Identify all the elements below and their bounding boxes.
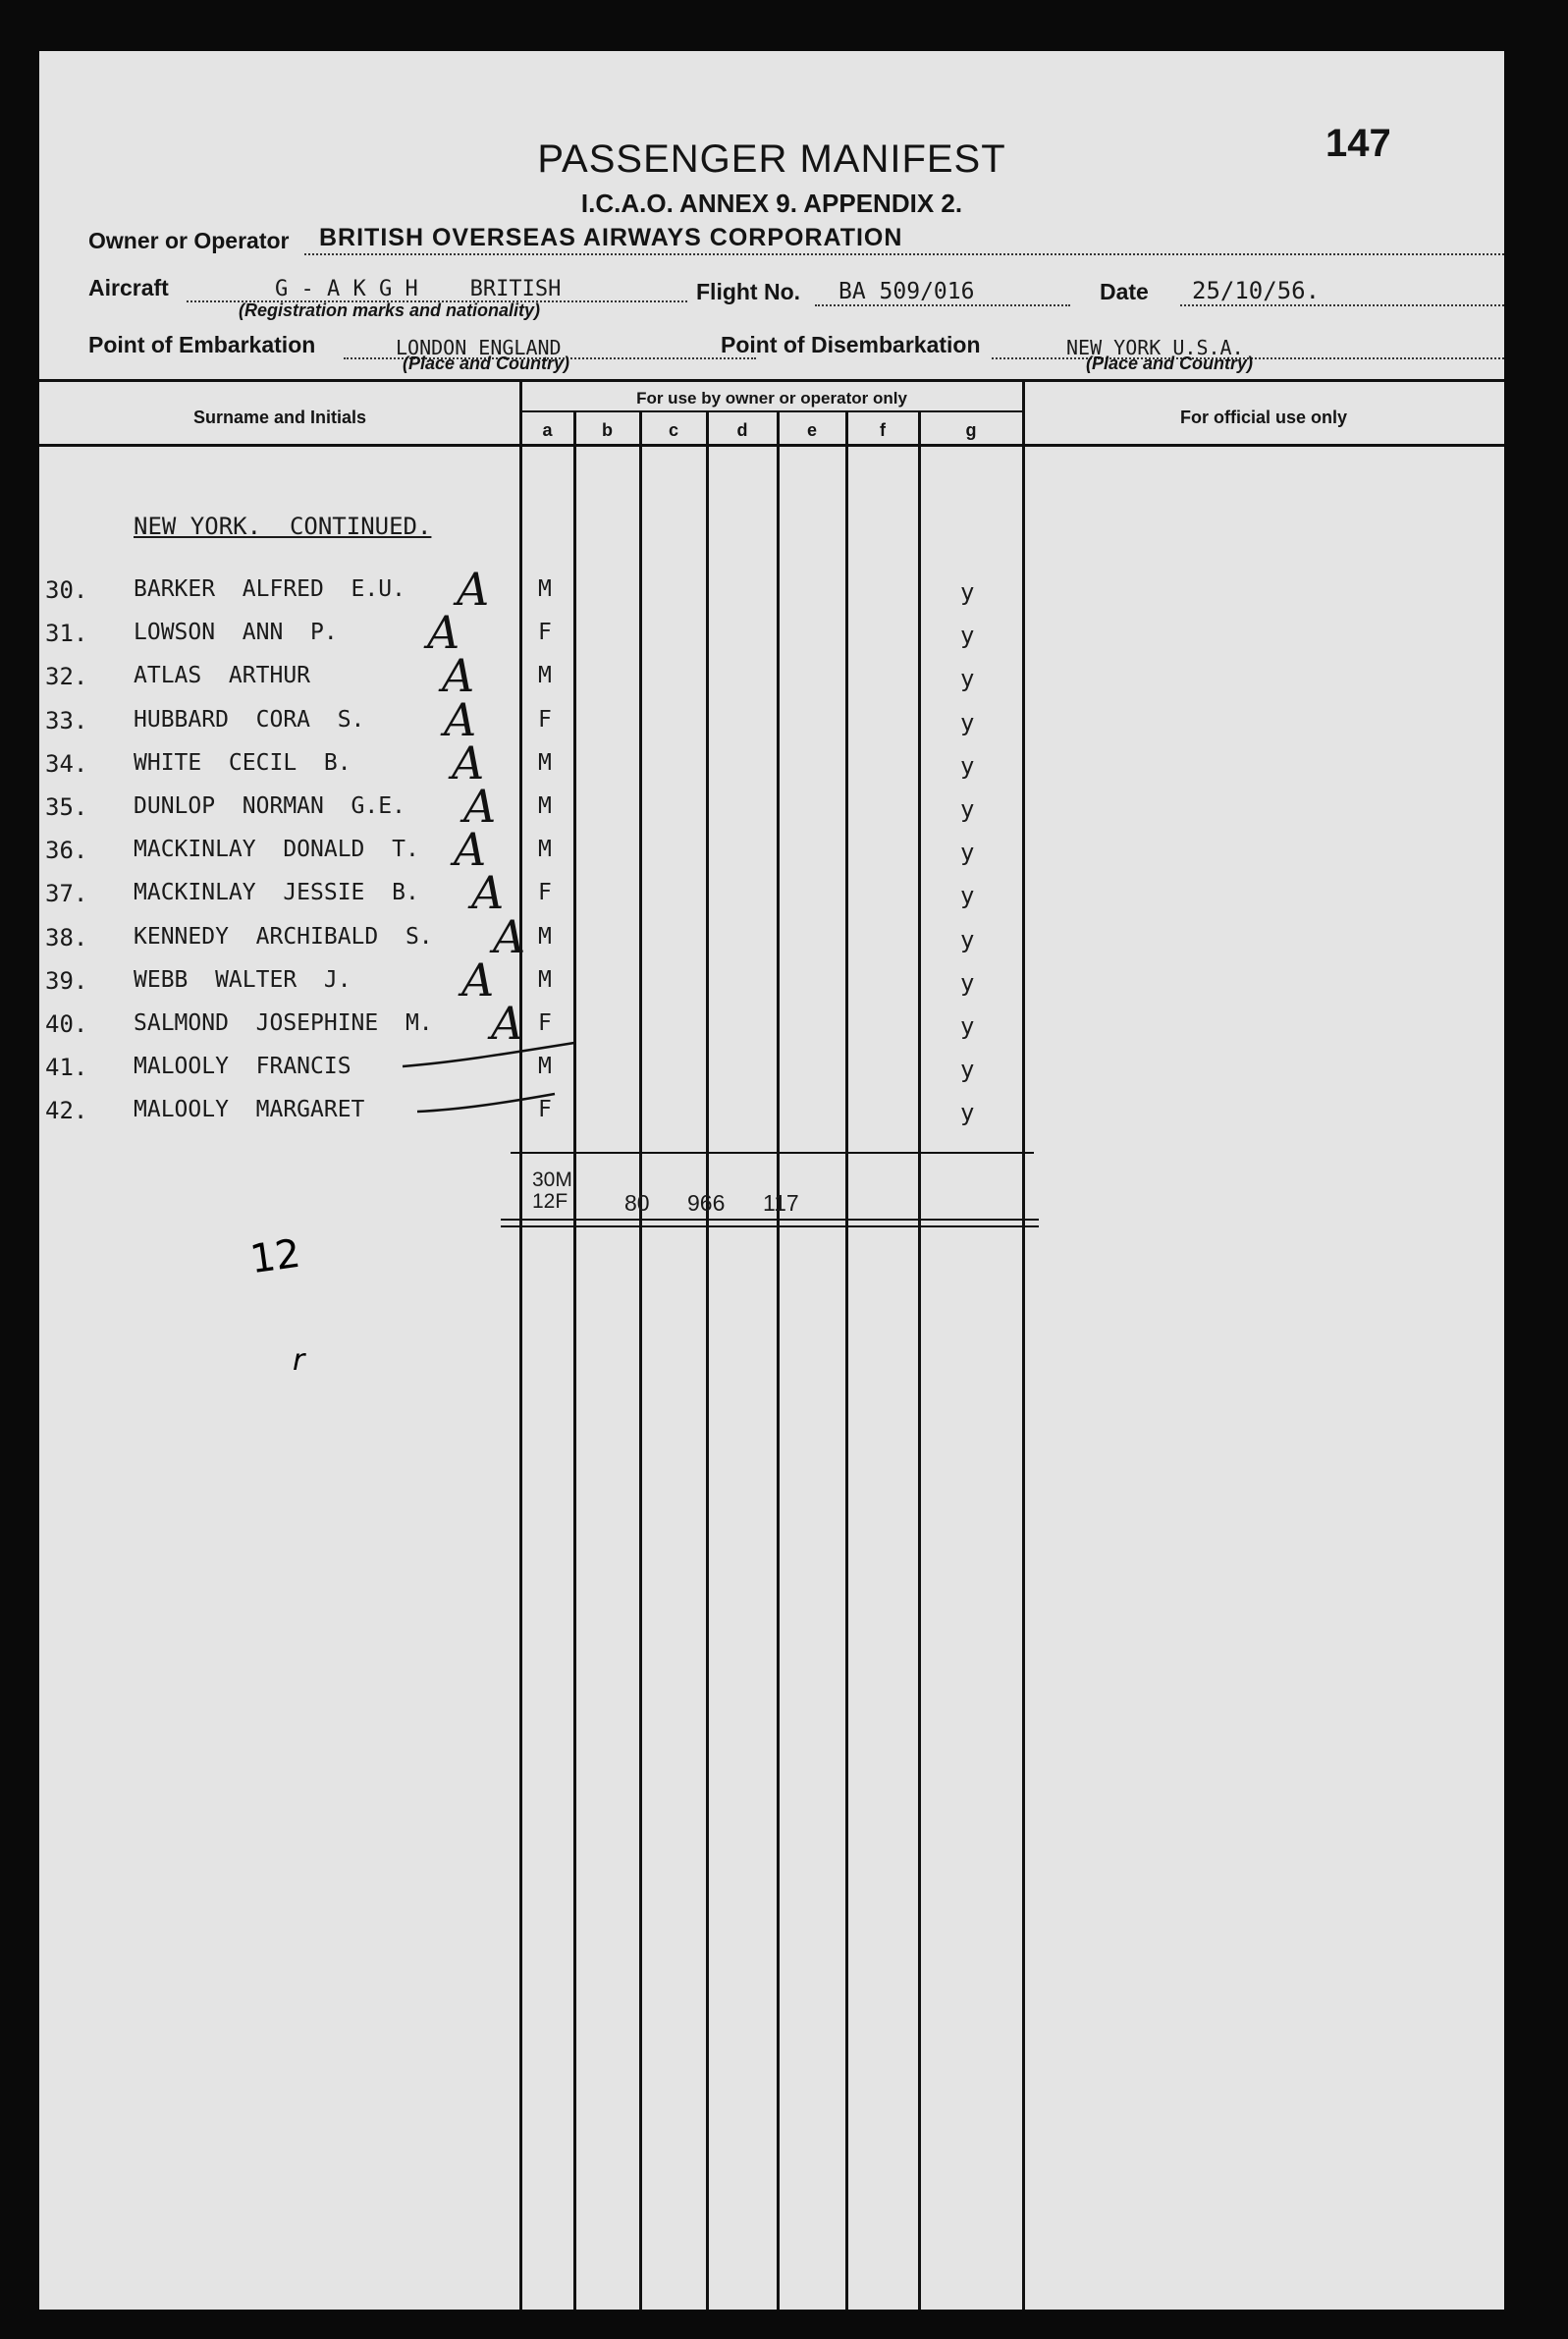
sex-code: M <box>538 923 552 950</box>
margin-note-2: r <box>293 1343 305 1378</box>
column-header-f: f <box>880 420 886 440</box>
row-number: 40. <box>45 1010 88 1038</box>
date-value: 25/10/56. <box>1192 277 1321 304</box>
column-header-g: g <box>965 420 977 440</box>
column-g-value: y <box>960 665 975 693</box>
manifest-sheet <box>39 51 1504 2310</box>
disembark-value: NEW YORK U.S.A. <box>1066 336 1244 359</box>
passenger-name: ATLAS ARTHUR <box>134 663 311 689</box>
handwritten-a-mark: A <box>491 997 524 1050</box>
column-g-value: y <box>960 882 975 910</box>
row-number: 30. <box>45 576 88 604</box>
handwritten-a-mark: A <box>442 649 475 703</box>
passenger-name: SALMOND JOSEPHINE M. <box>134 1010 433 1036</box>
handwritten-a-mark: A <box>444 692 477 746</box>
page-number: 147 <box>1325 122 1391 165</box>
page-subtitle: I.C.A.O. ANNEX 9. APPENDIX 2. <box>580 189 963 218</box>
passenger-name: MACKINLAY DONALD T. <box>134 837 419 863</box>
passenger-name: MALOOLY MARGARET <box>134 1097 365 1123</box>
page-title: PASSENGER MANIFEST <box>537 137 1006 181</box>
total-c: 966 <box>687 1190 726 1216</box>
sex-code: M <box>538 749 552 776</box>
disembark-note: (Place and Country) <box>1086 354 1254 373</box>
embark-value: LONDON ENGLAND <box>396 336 562 359</box>
owner-use-header: For use by owner or operator only <box>636 389 907 408</box>
flight-value: BA 509/016 <box>838 279 975 304</box>
owner-value: BRITISH OVERSEAS AIRWAYS CORPORATION <box>319 224 903 251</box>
section-heading: NEW YORK. CONTINUED. <box>134 513 432 540</box>
handwritten-a-mark: A <box>461 952 495 1006</box>
official-use-header: For official use only <box>1179 408 1348 427</box>
column-header-e: e <box>806 420 817 440</box>
passenger-name: KENNEDY ARCHIBALD S. <box>134 923 433 950</box>
row-number: 39. <box>45 966 88 995</box>
sex-code: M <box>538 663 552 689</box>
column-g-value: y <box>960 839 975 867</box>
totals-double-rule-1 <box>501 1219 1039 1221</box>
totals-top-rule <box>511 1152 1034 1154</box>
passenger-name: BARKER ALFRED E.U. <box>134 576 406 602</box>
row-number: 38. <box>45 923 88 952</box>
column-g-value: y <box>960 622 975 650</box>
column-header-b: b <box>602 420 613 440</box>
margin-note-1: 12 <box>247 1230 303 1283</box>
total-b: 80 <box>624 1190 650 1216</box>
row-number: 32. <box>45 663 88 691</box>
total-d: 117 <box>763 1190 799 1216</box>
date-label: Date <box>1100 279 1149 304</box>
row-number: 33. <box>45 706 88 734</box>
passenger-name: LOWSON ANN P. <box>134 620 338 646</box>
row-number: 36. <box>45 837 88 865</box>
row-number: 42. <box>45 1097 88 1125</box>
total-a-males: 30M <box>532 1169 572 1191</box>
passenger-name: WEBB WALTER J. <box>134 966 351 993</box>
surname-header: Surname and Initials <box>192 408 367 427</box>
handwritten-a-mark: A <box>493 909 526 963</box>
handwritten-a-mark: A <box>457 563 490 616</box>
totals-double-rule-2 <box>501 1225 1039 1227</box>
row-number: 41. <box>45 1054 88 1082</box>
row-number: 35. <box>45 793 88 821</box>
handwritten-a-mark: A <box>452 735 485 789</box>
handwritten-a-mark: A <box>454 823 487 877</box>
column-g-value: y <box>960 1012 975 1040</box>
aircraft-note: (Registration marks and nationality) <box>239 300 541 320</box>
owner-label: Owner or Operator <box>88 228 290 253</box>
sex-code: F <box>538 1010 552 1036</box>
flight-label: Flight No. <box>696 279 801 304</box>
column-g-value: y <box>960 968 975 997</box>
embark-note: (Place and Country) <box>403 354 570 373</box>
column-header-c: c <box>668 420 678 440</box>
sex-code: M <box>538 966 552 993</box>
row-number: 34. <box>45 749 88 778</box>
passenger-name: DUNLOP NORMAN G.E. <box>134 793 406 819</box>
sex-code: M <box>538 1054 552 1080</box>
passenger-name: MALOOLY FRANCIS <box>134 1054 351 1080</box>
column-g-value: y <box>960 1099 975 1127</box>
handwritten-a-mark: A <box>471 866 505 920</box>
embark-label: Point of Embarkation <box>88 332 316 357</box>
passenger-name: MACKINLAY JESSIE B. <box>134 880 419 906</box>
handwritten-a-mark: A <box>427 606 460 660</box>
column-header-a: a <box>542 420 553 440</box>
column-g-value: y <box>960 751 975 780</box>
sex-code: M <box>538 793 552 819</box>
sex-code: F <box>538 706 552 733</box>
row-number: 31. <box>45 620 88 648</box>
row-number: 37. <box>45 880 88 908</box>
sex-code: M <box>538 576 552 602</box>
aircraft-label: Aircraft <box>88 275 169 300</box>
passenger-name: WHITE CECIL B. <box>134 749 351 776</box>
passenger-name: HUBBARD CORA S. <box>134 706 365 733</box>
column-g-value: y <box>960 795 975 823</box>
disembark-label: Point of Disembarkation <box>721 332 981 357</box>
sex-code: M <box>538 837 552 863</box>
column-header-d: d <box>736 420 748 440</box>
aircraft-value: G - A K G H BRITISH <box>275 277 562 301</box>
sex-code: F <box>538 1097 552 1123</box>
column-g-value: y <box>960 708 975 736</box>
total-a-females: 12F <box>532 1190 568 1213</box>
column-g-value: y <box>960 925 975 953</box>
strike-marks <box>39 51 1504 1229</box>
column-g-value: y <box>960 1056 975 1084</box>
handwritten-a-mark: A <box>463 780 497 833</box>
sex-code: F <box>538 880 552 906</box>
column-g-value: y <box>960 578 975 606</box>
sex-code: F <box>538 620 552 646</box>
